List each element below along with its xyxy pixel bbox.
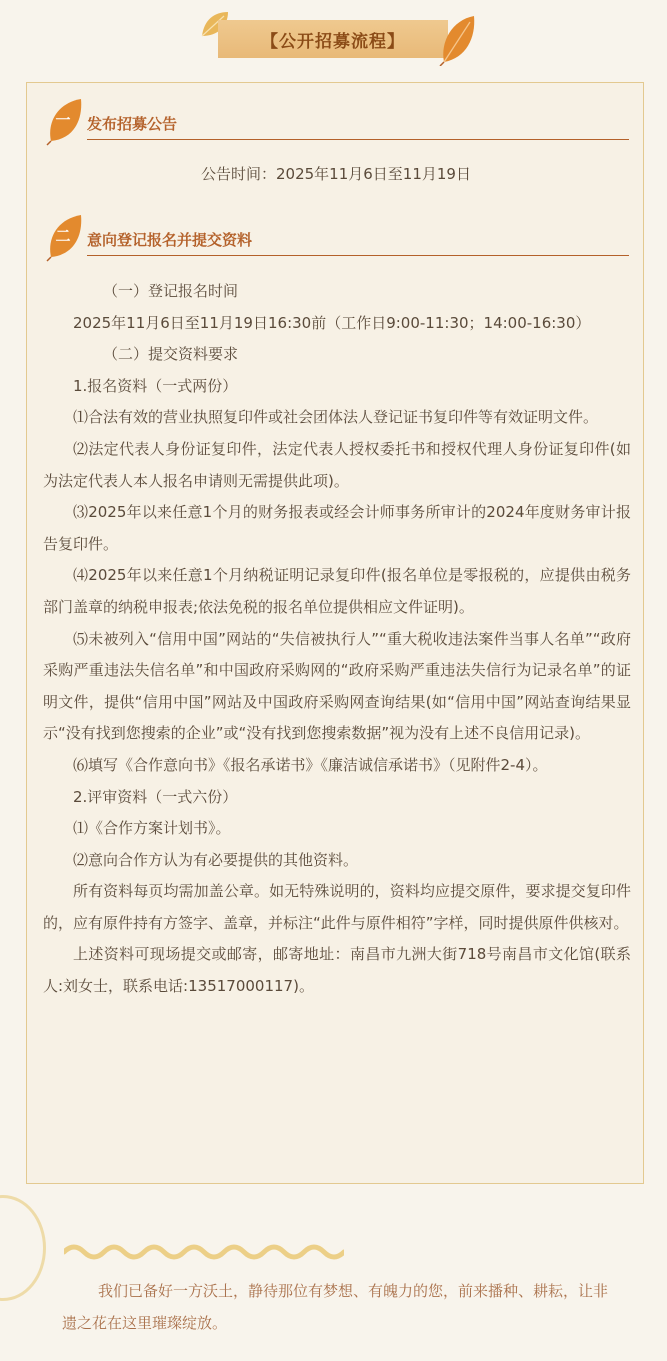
paragraph: ⑴《合作方案计划书》。 [73, 819, 231, 838]
paragraph: 所有资料每页均需加盖公章。如无特殊说明的，资料均应提交原件，要求提交复印件的，应有原件持有方签字、盖章，并标注“此件与原件相符”字样，同时提供原件供核对。 [43, 882, 631, 932]
paragraph: ⑹填写《合作意向书》《报名承诺书》《廉洁诚信承诺书》（见附件2-4）。 [73, 755, 548, 774]
paragraph: （二）提交资料要求 [103, 345, 239, 364]
page-title: 【公开招募流程】 [218, 20, 448, 58]
divider [87, 139, 629, 140]
closing-text [62, 1275, 622, 1339]
section-header [45, 103, 629, 143]
leaf-icon [436, 12, 478, 66]
wave-decoration [64, 1240, 344, 1264]
paragraph: ⑸未被列入“信用中国”网站的“失信被执行人”“重大税收违法案件当事人名单”“政府采购严重违法失信名单”和中国政府采购网的“政府采购严重违法失信行为记录名单”的证明文件，提供“信用中国”网站及中国政府采购网查询结果(如“信用中国”网站查询结果显示“没有找到您搜索的企业”或“没有找到您搜索数据”视为没有上述不良信用记录)。 [43, 629, 631, 743]
paragraph: 上述资料可现场提交或邮寄，邮寄地址：南昌市九洲大街718号南昌市文化馆(联系人:刘女士，联系电话:13517000117)。 [43, 945, 631, 996]
paragraph: （一）登记报名时间 [103, 282, 239, 300]
section-body [43, 276, 631, 1003]
section-header [45, 219, 629, 259]
paragraph: 2025年11月6日至11月19日16:30前（工作日9:00-11:30；14:00-16:30） [73, 313, 591, 332]
section-number: 二 [55, 227, 71, 245]
notice-time: 公告时间：2025年11月6日至11月19日 [201, 165, 471, 183]
paragraph: ⑴合法有效的营业执照复印件或社会团体法人登记证书复印件等有效证明文件。 [73, 408, 599, 427]
paragraph: ⑶2025年以来任意1个月的财务报表或经会计师事务所审计的2024年度财务审计报告复印件。 [43, 503, 631, 553]
paragraph: ⑵意向合作方认为有必要提供的其他资料。 [73, 850, 359, 869]
paragraph: 1.报名资料（一式两份） [73, 376, 238, 395]
section-number: 一 [55, 111, 71, 129]
divider [87, 255, 629, 256]
paragraph: 2.评审资料（一式六份） [73, 787, 238, 806]
paragraph: ⑵法定代表人身份证复印件，法定代表人授权委托书和授权代理人身份证复印件(如为法定代表人本人报名申请则无需提供此项)。 [43, 439, 631, 490]
section-title: 发布招募公告 [87, 115, 178, 133]
paragraph: ⑷2025年以来任意1个月纳税证明记录复印件(报名单位是零报税的，应提供由税务部门盖章的纳税申报表;依法免税的报名单位提供相应文件证明)。 [43, 566, 631, 616]
decorative-circle [0, 1195, 46, 1301]
content-card [26, 82, 644, 1184]
closing-paragraph: 我们已备好一方沃土，静待那位有梦想、有魄力的您，前来播种、耕耘，让非遗之花在这里璀璨绽放。 [62, 1282, 609, 1332]
section-title: 意向登记报名并提交资料 [87, 231, 253, 249]
